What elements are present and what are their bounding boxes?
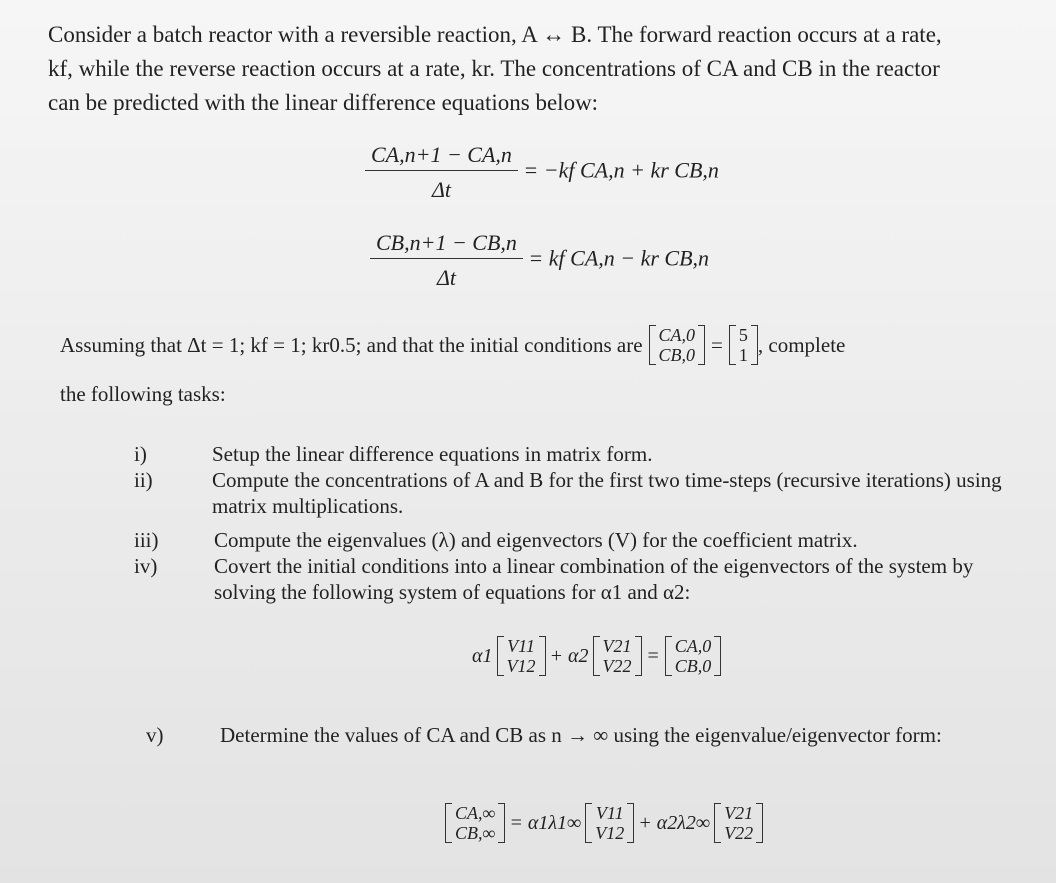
eq4-cb-inf: CB,∞ [455,823,496,843]
task-label-1: i) [134,442,147,466]
task-label-3: iii) [134,528,159,552]
eq4-v11: V11 [595,803,624,823]
task-text-2: Compute the concentrations of A and B for the first two time-steps (recursive iterations) using matrix multiplications. [212,468,1002,518]
assumption-line [60,325,845,365]
eq3-v22: V22 [602,656,632,676]
intro-line-2: kf, while the reverse reaction occurs at a rate, kr. The concentrations of CA and CB in the reactor [48,56,940,81]
eq4-final-vector [445,803,505,843]
eq3-vector-1 [497,636,546,676]
initial-value-a: 5 [738,325,748,345]
intro-line-3: can be predicted with the linear difference equations below: [48,90,599,115]
initial-value-b: 1 [738,345,748,365]
assumption-after: , complete [757,332,846,357]
eq4-ca-inf: CA,∞ [455,803,496,823]
eq3-equals: = [647,644,659,667]
eq4-vector-2 [714,803,763,843]
eq4-v12: V12 [595,823,625,843]
eq3-alpha1: α1 [472,644,493,667]
matrix-cb0: CB,0 [658,345,696,365]
equation-2 [370,230,709,291]
eq3-vector-2 [593,636,642,676]
assumption-line-2: the following tasks: [60,382,226,406]
equation-1-fraction [365,142,518,203]
task-label-4: iv) [134,554,158,578]
eq3-v11: V11 [507,636,535,656]
task-text-5: Determine the values of CA and CB as n → ∞ using the eigenvalue/eigenvector form: [220,723,942,747]
eq3-ca0: CA,0 [674,636,712,656]
eq3-initial-vector [665,636,722,676]
eq4-vector-1 [585,803,634,843]
equation-3 [472,636,721,676]
equation-2-numerator: CB,n+1 − CB,n [370,230,523,259]
eq3-cb0: CB,0 [674,656,712,676]
equation-2-rhs: = kf CA,n − kr CB,n [528,245,710,271]
equation-2-fraction [370,230,523,291]
eq3-plus-alpha2: + α2 [549,644,589,667]
eq3-v12: V12 [506,656,536,676]
initial-values-matrix [729,325,758,365]
equation-1-numerator: CA,n+1 − CA,n [365,142,518,171]
equation-1-rhs: = −kf CA,n + kr CB,n [523,157,719,183]
matrix-ca0: CA,0 [658,325,696,345]
initial-conditions-matrix [649,325,706,365]
equation-2-denominator: Δt [436,265,456,290]
assumption-equals: = [711,332,723,357]
task-label-5: v) [146,723,164,747]
task-text-3: Compute the eigenvalues (λ) and eigenvectors (V) for the coefficient matrix. [214,528,858,552]
eq3-v21: V21 [602,636,632,656]
task-text-1: Setup the linear difference equations in matrix form. [212,442,653,466]
eq4-v22: V22 [724,823,754,843]
intro-line-1: Consider a batch reactor with a reversible reaction, A ↔ B. The forward reaction occurs at a rate, [48,22,942,47]
equation-1 [365,142,719,203]
assumption-text: Assuming that Δt = 1; kf = 1; kr0.5; and that the initial conditions are [60,332,643,357]
eq4-term-1: = α1λ1∞ [509,811,582,834]
intro-paragraph [48,18,1048,120]
task-text-4: Covert the initial conditions into a linear combination of the eigenvectors of the system by solving the following system of equations for α1 and α2: [214,554,974,604]
eq4-v21: V21 [724,803,754,823]
equation-1-denominator: Δt [431,177,451,202]
task-label-2: ii) [134,468,153,492]
equation-4 [445,803,763,843]
eq4-term-2: + α2λ2∞ [638,811,711,834]
